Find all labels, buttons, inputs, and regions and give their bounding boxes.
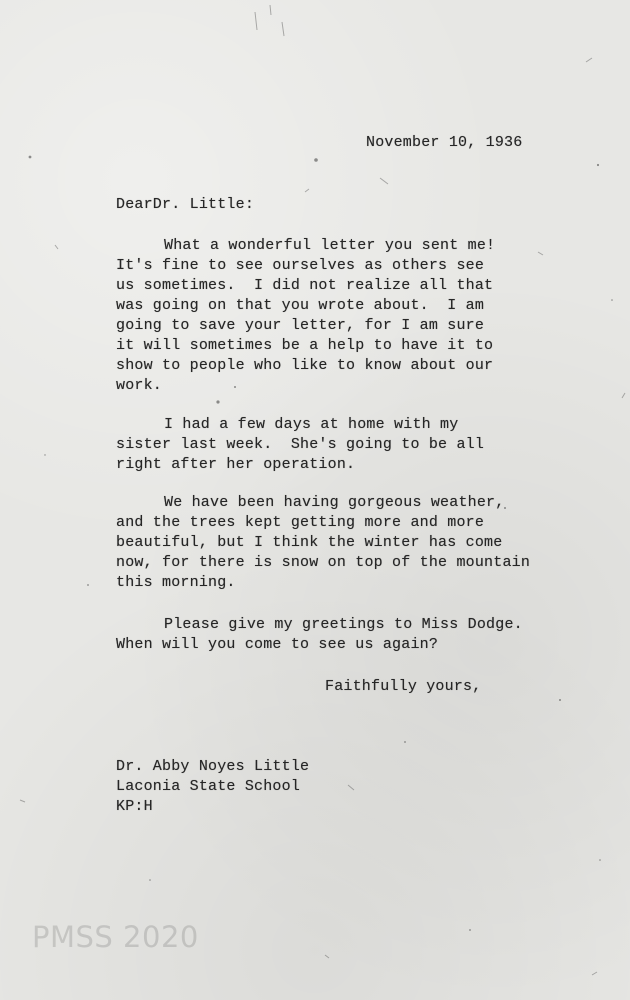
address-line: Laconia State School — [116, 778, 301, 795]
paragraph-line: It's fine to see ourselves as others see — [116, 257, 485, 274]
salutation: DearDr. Little: — [116, 196, 255, 213]
letter-date: November 10, 1936 — [366, 134, 523, 151]
closing: Faithfully yours, — [325, 678, 482, 695]
paragraph-line: this morning. — [116, 574, 236, 591]
paragraph-line: What a wonderful letter you sent me! — [164, 237, 496, 254]
paragraph-line: We have been having gorgeous weather, — [164, 494, 505, 511]
paragraph-1 — [116, 236, 495, 396]
paragraph-line: show to people who like to know about our — [116, 357, 494, 374]
paragraph-line: now, for there is snow on top of the mountain — [116, 554, 531, 571]
address-line: Dr. Abby Noyes Little — [116, 758, 310, 775]
paragraph-line: right after her operation. — [116, 456, 356, 473]
paragraph-3 — [116, 493, 530, 593]
paragraph-2 — [116, 415, 484, 475]
paragraph-line: When will you come to see us again? — [116, 636, 439, 653]
recipient-address — [116, 757, 309, 817]
archive-watermark: PMSS 2020 — [32, 920, 199, 954]
paragraph-line: beautiful, but I think the winter has come — [116, 534, 503, 551]
address-line: KP:H — [116, 798, 153, 815]
paragraph-line: going to save your letter, for I am sure — [116, 317, 485, 334]
paragraph-line: and the trees kept getting more and more — [116, 514, 485, 531]
paragraph-line: it will sometimes be a help to have it to — [116, 337, 494, 354]
paragraph-line: Please give my greetings to Miss Dodge. — [164, 616, 523, 633]
paragraph-line: work. — [116, 377, 163, 394]
paragraph-4 — [116, 615, 523, 655]
paragraph-line: sister last week. She's going to be all — [116, 436, 485, 453]
paragraph-line: I had a few days at home with my — [164, 416, 459, 433]
paragraph-line: was going on that you wrote about. I am — [116, 297, 485, 314]
paragraph-line: us sometimes. I did not realize all that — [116, 277, 494, 294]
